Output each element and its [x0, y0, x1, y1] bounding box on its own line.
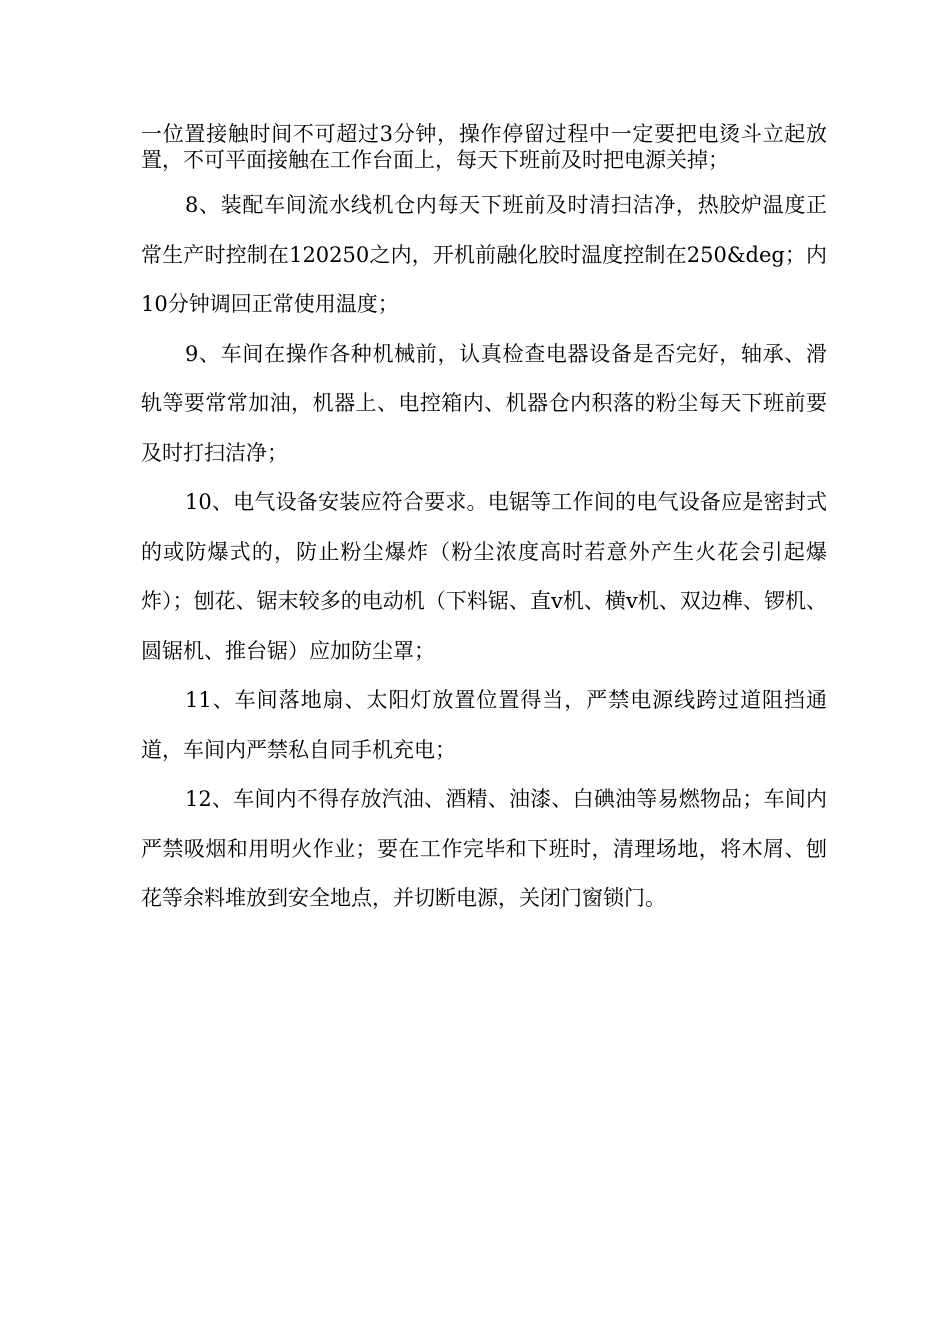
paragraph-item-12: 12、车间内不得存放汽油、酒精、油漆、白碘油等易燃物品；车间内严禁吸烟和用明火作业；要在工作完毕和下班时，清理场地，将木屑、刨花等余料堆放到安全地点，并切断电源，关闭门窗锁门。	[141, 787, 827, 910]
paragraph-item-11: 11、车间落地扇、太阳灯放置位置得当，严禁电源线跨过道阻挡通道，车间内严禁私自同手机充电；	[141, 688, 827, 762]
document-body	[141, 121, 827, 924]
paragraph-item-8: 8、装配车间流水线机仓内每天下班前及时清扫洁净，热胶炉温度正常生产时控制在120250之内，开机前融化胶时温度控制在250&deg；内10分钟调回正常使用温度；	[141, 193, 827, 316]
paragraph-continuation: 一位置接触时间不可超过3分钟，操作停留过程中一定要把电烫斗立起放置，不可平面接触在工作台面上，每天下班前及时把电源关掉；	[141, 122, 827, 172]
paragraph-item-10: 10、电气设备安装应符合要求。电锯等工作间的电气设备应是密封式的或防爆式的，防止粉尘爆炸（粉尘浓度高时若意外产生火花会引起爆炸）；刨花、锯末较多的电动机（下料锯、直v机、横v机、双边榫、锣机、圆锯机、推台锯）应加防尘罩；	[141, 490, 827, 663]
paragraph-item-9: 9、车间在操作各种机械前，认真检查电器设备是否完好，轴承、滑轨等要常常加油，机器上、电控箱内、机器仓内积落的粉尘每天下班前要及时打扫洁净；	[141, 341, 827, 465]
